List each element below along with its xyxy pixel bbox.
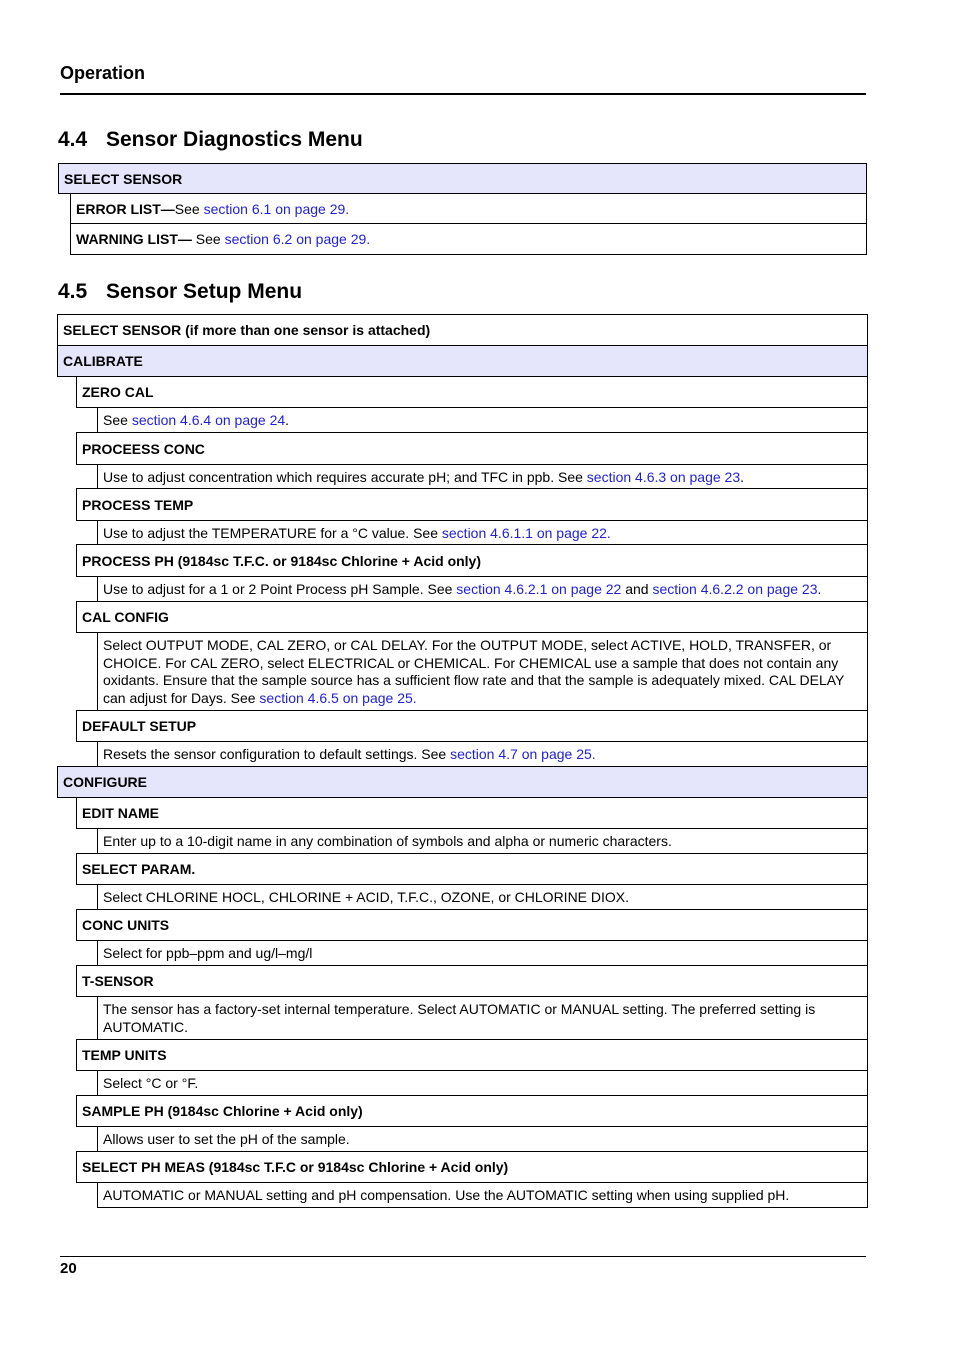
- cross-ref-link[interactable]: section 4.6.5 on page 25: [259, 689, 413, 706]
- cross-ref-link[interactable]: section 4.6.2.2 on page 23: [652, 581, 818, 597]
- section-title: Sensor Setup Menu: [106, 280, 303, 303]
- conc-units-desc: [97, 940, 868, 966]
- diag-select-sensor-row: [58, 163, 867, 194]
- zero-cal-row: [76, 376, 868, 408]
- row-label: SELECT PH MEAS (9184sc T.F.C or 9184sc Chlorine + Acid only): [82, 1159, 509, 1175]
- process-conc-desc: [97, 464, 868, 489]
- temp-units-desc: [97, 1070, 868, 1096]
- row-label: PROCESS TEMP: [82, 496, 194, 513]
- link-period: .: [412, 689, 417, 706]
- select-ph-meas-row: [76, 1151, 868, 1183]
- row-label: CONC UNITS: [82, 917, 170, 933]
- row-label: EDIT NAME: [82, 805, 159, 821]
- link-period: .: [366, 231, 371, 247]
- sample-ph-row: [76, 1095, 868, 1127]
- row-label: SELECT SENSOR (if more than one sensor is attached): [63, 322, 431, 338]
- process-temp-row: [76, 488, 868, 521]
- zero-cal-desc: [97, 407, 868, 433]
- section-number: 4.5: [58, 280, 88, 303]
- cross-ref-link[interactable]: section 4.6.3 on page 23: [586, 468, 741, 485]
- row-text: Use to adjust for a 1 or 2 Point Process pH Sample. See: [103, 581, 457, 597]
- row-label: PROCEESS CONC: [82, 440, 205, 457]
- t-sensor-desc: [97, 996, 868, 1040]
- temp-units-row: [76, 1039, 868, 1071]
- row-text: .: [817, 581, 822, 597]
- select-ph-meas-desc: [97, 1182, 868, 1208]
- default-setup-desc: [97, 741, 868, 767]
- row-label: SAMPLE PH (9184sc Chlorine + Acid only): [82, 1103, 363, 1119]
- row-text: Select for ppb–ppm and ug/l–mg/l: [103, 945, 313, 961]
- diag-warning-list-row: [70, 223, 867, 255]
- sample-ph-desc: [97, 1126, 868, 1152]
- footer-rule: [60, 1256, 866, 1257]
- row-text: .: [740, 468, 745, 485]
- row-text: Allows user to set the pH of the sample.: [103, 1131, 350, 1147]
- row-text: Select OUTPUT MODE, CAL ZERO, or CAL DELAY. For the OUTPUT MODE, select ACTIVE, HOLD, TRANSFER, or CHOICE. For CAL ZERO, select ELECTRICAL or CHEMICAL. For CHEMICAL use a sample that does not contain any oxidants. Ensure that the sample source has a sufficient flow rate and that the sample is adequately mixed. CAL DELAY can adjust for Days. See: [103, 637, 845, 706]
- row-text: Select °C or °F.: [103, 1075, 199, 1091]
- process-temp-desc: [97, 520, 868, 545]
- row-text: Use to adjust the TEMPERATURE for a °C value. See: [103, 524, 442, 541]
- row-label: DEFAULT SETUP: [82, 718, 197, 734]
- row-label: ERROR LIST—: [76, 200, 175, 217]
- section-number: 4.4: [58, 128, 88, 151]
- select-param-row: [76, 853, 868, 885]
- row-label: TEMP UNITS: [82, 1047, 167, 1063]
- edit-name-row: [76, 797, 868, 829]
- row-text: AUTOMATIC or MANUAL setting and pH compensation. Use the AUTOMATIC setting when using supplied pH.: [103, 1187, 790, 1203]
- setup-select-sensor-row: [57, 314, 868, 346]
- calibrate-row: [57, 345, 868, 377]
- row-text: See: [191, 231, 225, 247]
- row-label: CONFIGURE: [63, 774, 147, 790]
- cross-ref-link[interactable]: section 4.6.4 on page 24: [131, 412, 286, 428]
- row-label: SELECT PARAM.: [82, 861, 196, 877]
- row-text: The sensor has a factory-set internal temperature. Select AUTOMATIC or MANUAL setting. The preferred setting is AUTOMATIC.: [103, 1001, 816, 1035]
- t-sensor-row: [76, 965, 868, 997]
- conc-units-row: [76, 909, 868, 941]
- row-text: and: [621, 581, 653, 597]
- header-rule: [60, 93, 866, 95]
- cross-ref-link[interactable]: section 6.2 on page 29: [224, 231, 367, 247]
- row-text: Select CHLORINE HOCL, CHLORINE + ACID, T.F.C., OZONE, or CHLORINE DIOX.: [103, 889, 630, 905]
- configure-row: [57, 766, 868, 798]
- process-ph-row: [76, 544, 868, 577]
- row-label: T-SENSOR: [82, 973, 154, 989]
- running-header: Operation: [60, 63, 146, 83]
- select-param-desc: [97, 884, 868, 910]
- row-label: SELECT SENSOR: [64, 170, 183, 187]
- row-text: See: [174, 200, 204, 217]
- cross-ref-link[interactable]: section 4.7 on page 25: [450, 746, 592, 762]
- diag-error-list-row: [70, 193, 867, 224]
- row-text: Enter up to a 10-digit name in any combination of symbols and alpha or numeric characters.: [103, 833, 672, 849]
- edit-name-desc: [97, 828, 868, 854]
- cross-ref-link[interactable]: section 6.1 on page 29: [203, 200, 346, 217]
- process-ph-desc: [97, 576, 868, 602]
- row-label: WARNING LIST—: [76, 231, 192, 247]
- row-label: ZERO CAL: [82, 384, 154, 400]
- section-4-5-heading: [58, 280, 302, 304]
- cal-config-desc: [97, 632, 868, 711]
- link-period: .: [606, 524, 611, 541]
- page-number: 20: [60, 1260, 77, 1277]
- row-label: CAL CONFIG: [82, 609, 169, 625]
- row-text: .: [285, 412, 290, 428]
- section-title: Sensor Diagnostics Menu: [106, 128, 363, 151]
- row-label: PROCESS PH (9184sc T.F.C. or 9184sc Chlorine + Acid only): [82, 552, 482, 569]
- cross-ref-link[interactable]: section 4.6.1.1 on page 22: [441, 524, 607, 541]
- default-setup-row: [76, 710, 868, 742]
- row-text: See: [103, 412, 132, 428]
- section-4-4-heading: [58, 128, 363, 152]
- link-period: .: [591, 746, 596, 762]
- process-conc-row: [76, 432, 868, 465]
- row-label: CALIBRATE: [63, 353, 143, 369]
- link-period: .: [345, 200, 350, 217]
- row-text: Use to adjust concentration which requires accurate pH; and TFC in ppb. See: [103, 468, 587, 485]
- row-text: Resets the sensor configuration to default settings. See: [103, 746, 451, 762]
- cross-ref-link[interactable]: section 4.6.2.1 on page 22: [456, 581, 622, 597]
- cal-config-row: [76, 601, 868, 633]
